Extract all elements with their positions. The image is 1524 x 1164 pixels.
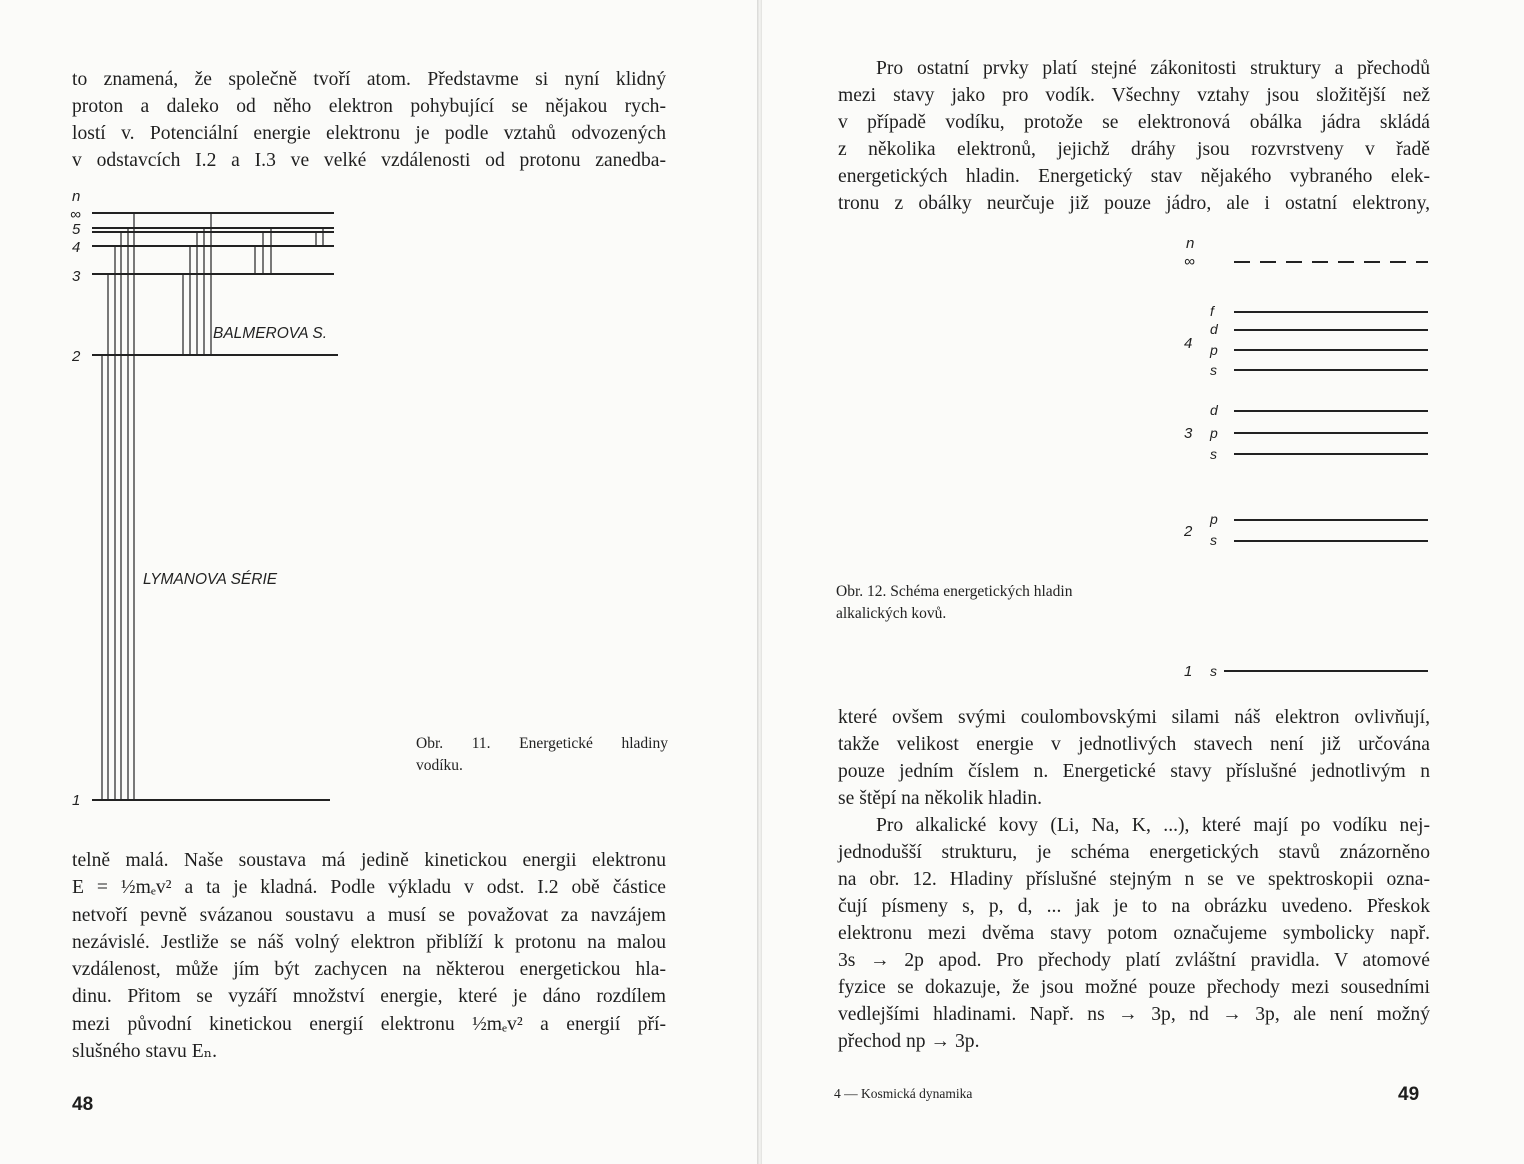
lyman-series-label: LYMANOVA SÉRIE	[143, 571, 278, 588]
hydrogen-energy-level-diagram	[0, 0, 758, 840]
page-number-left: 48	[72, 1094, 94, 1115]
text-line: nezávislé. Jestliže se náš volný elektron přiblíží k protonu na malou	[72, 931, 666, 953]
sublevel-label-1s: s	[1210, 663, 1217, 679]
caption-line: vodíku.	[416, 757, 463, 774]
text-line: Pro alkalické kovy (Li, Na, K, ...), které mají po vodíku nej-	[876, 815, 1430, 836]
text-line: E = ½mₑv² a ta je kladná. Podle výkladu v odst. I.2 obě částice	[72, 877, 666, 899]
text-line: netvoří pevně svázanou soustavu a musí se považovat za navzájem	[72, 904, 666, 926]
caption-line: Obr. 12. Schéma energetických hladin	[836, 583, 1073, 600]
level-label-infinity: ∞	[1184, 253, 1195, 270]
left-page	[0, 0, 758, 1164]
right-paragraph-3	[838, 812, 1430, 1055]
sublevel-label-4p: p	[1210, 342, 1218, 358]
right-page	[762, 0, 1524, 1164]
caption-line: alkalických kovů.	[836, 605, 947, 622]
text-line: jednodušší strukturu, je schéma energetických stavů znázorněno	[838, 842, 1430, 863]
text-line: v případě vodíku, protože se elektronová obálka jádra skládá	[838, 112, 1430, 133]
n-axis-label: n	[1186, 235, 1195, 252]
level-label-1: 1	[72, 792, 81, 809]
sublevel-label-4d: d	[1210, 321, 1218, 337]
text-line: v odstavcích I.2 a I.3 ve velké vzdálenosti od protonu zanedba-	[72, 150, 666, 171]
text-line: vedlejšími hladinami. Např. ns → 3p, nd → 3p, ale není možný	[838, 1004, 1430, 1025]
level-label-4: 4	[1184, 335, 1193, 352]
text-line: mezi stavy jako pro vodík. Všechny vztahy jsou složitější než	[838, 85, 1430, 106]
right-paragraph-2	[838, 704, 1430, 812]
text-line: to znamená, že společně tvoří atom. Představme si nyní klidný	[72, 69, 666, 90]
sublevel-label-2s: s	[1210, 532, 1217, 548]
text-line: proton a daleko od něho elektron pohybující se nějakou rych-	[72, 96, 666, 117]
level-label-4: 4	[72, 239, 81, 256]
text-line: z několika elektronů, jejichž dráhy jsou rozvrstveny v řadě	[838, 139, 1430, 160]
level-label-infinity: ∞	[70, 206, 81, 223]
text-line: Pro ostatní prvky platí stejné zákonitosti struktury a přechodů	[876, 58, 1430, 79]
text-line: pouze jedním číslem n. Energetické stavy příslušné jednotlivým n	[838, 761, 1430, 782]
text-line: slušného stavu Eₙ.	[72, 1041, 218, 1063]
text-line: čují písmeny s, p, d, ... jak je to na obrázku uvedeno. Přeskok	[838, 896, 1430, 917]
text-line: mezi původní kinetickou energií elektronu ½mₑv² a energií pří-	[72, 1013, 666, 1035]
figure-12-caption	[836, 581, 1166, 625]
level-label-3: 3	[1184, 425, 1193, 442]
level-label-3: 3	[72, 268, 81, 285]
text-line: 3s → 2p apod. Pro přechody platí zvláštní pravidla. V atomové	[838, 950, 1430, 971]
text-line: tronu z obálky neurčuje již pouze jádro, ale i ostatní elektrony,	[838, 193, 1430, 214]
text-line: energetických hladin. Energetický stav nějakého vybraného elek-	[838, 166, 1430, 187]
level-label-5: 5	[72, 221, 81, 238]
balmer-series-label: BALMEROVA S.	[213, 325, 327, 342]
text-line: dinu. Přitom se vyzáří množství energie, které je dáno rozdílem	[72, 986, 666, 1008]
text-line: telně malá. Naše soustava má jedině kinetickou energii elektronu	[72, 850, 666, 871]
text-line: na obr. 12. Hladiny příslušné stejným n se ve spektroskopii ozna-	[838, 869, 1430, 890]
n-axis-label: n	[72, 188, 81, 205]
text-line: lostí v. Potenciální energie elektronu je podle vztahů odvozených	[72, 123, 666, 144]
text-line: se štěpí na několik hladin.	[838, 788, 1043, 809]
text-line: přechod np → 3p.	[838, 1031, 980, 1052]
text-line: fyzice se dokazuje, že jsou možné pouze přechody mezi sousedními	[838, 977, 1430, 998]
sublevel-label-3d: d	[1210, 402, 1218, 418]
sublevel-label-3s: s	[1210, 446, 1217, 462]
sublevel-label-3p: p	[1210, 425, 1218, 441]
chapter-footer: 4 — Kosmická dynamika	[834, 1086, 973, 1101]
text-line: elektronu mezi dvěma stavy potom označujeme symbolicky např.	[838, 923, 1430, 944]
sublevel-label-4s: s	[1210, 362, 1217, 378]
text-line: vzdálenost, může jím být zachycen na některou energetickou hla-	[72, 959, 666, 981]
caption-line: Obr. 11. Energetické hladiny	[416, 735, 668, 752]
level-label-1: 1	[1184, 663, 1193, 680]
page-number-right: 49	[1398, 1084, 1420, 1105]
figure-11-caption	[416, 733, 668, 777]
level-label-2: 2	[1184, 523, 1193, 540]
level-label-2: 2	[72, 348, 81, 365]
sublevel-label-2p: p	[1210, 511, 1218, 527]
sublevel-label-4f: f	[1210, 303, 1214, 319]
text-line: takže velikost energie v jednotlivých stavech není již určována	[838, 734, 1430, 755]
left-paragraph-2	[72, 847, 666, 1065]
text-line: které ovšem svými coulombovskými silami náš elektron ovlivňují,	[838, 707, 1430, 728]
